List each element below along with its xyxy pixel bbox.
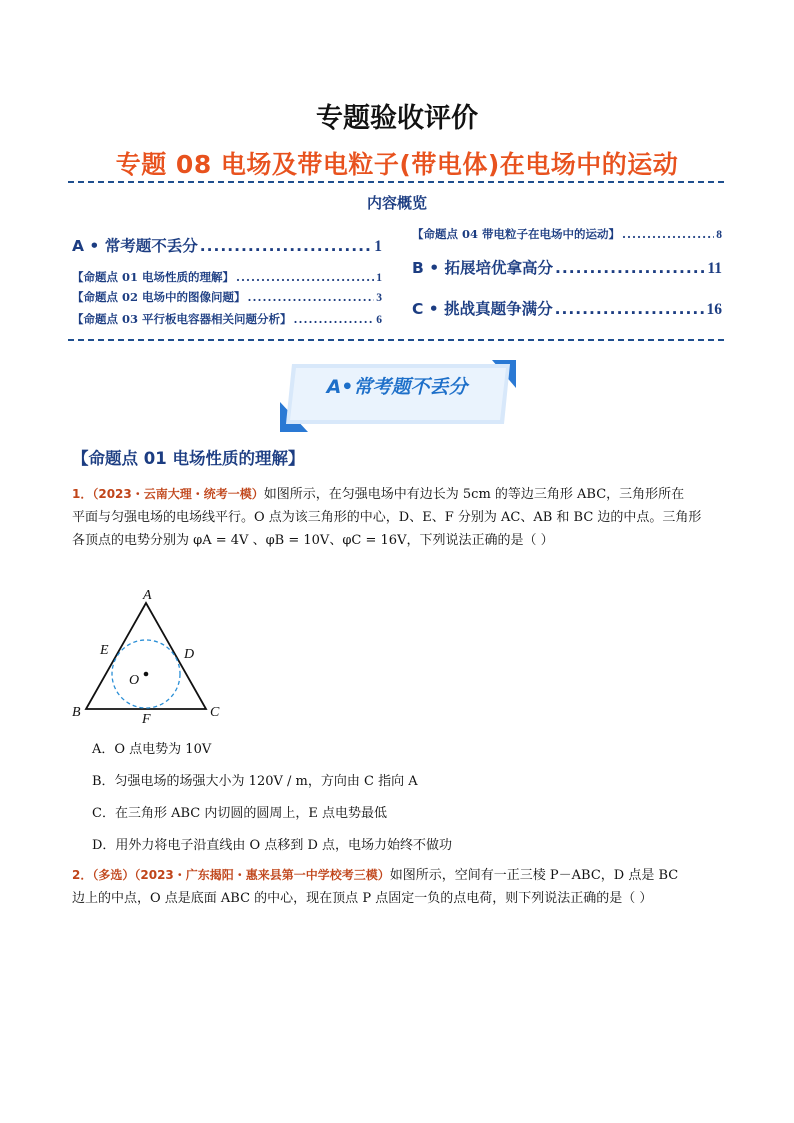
figure-label-d: D xyxy=(184,647,195,662)
figure-label-f: F xyxy=(142,712,151,725)
question-text-line: 如图所示，在匀强电场中有边长为 5cm 的等边三角形 ABC，三角形所在 xyxy=(263,487,685,502)
toc-item-label: 【命题点 04 带电粒子在电场中的运动】 xyxy=(412,227,621,241)
toc-item-label: A • 常考题不丢分 xyxy=(72,237,198,255)
toc-item-label: 【命题点 02 电场中的图像问题】 xyxy=(72,290,246,304)
question-text-line: 边上的中点，O 点是底面 ABC 的中心，现在顶点 P 点固定一负的点电荷，则下列说法正确的是（ ） xyxy=(72,891,653,906)
toc-page-number: 6 xyxy=(376,314,382,326)
question-text-line: 各顶点的电势分别为 φA = 4V 、φB = 10V、φC = 16V，下列说法正确的是（ ） xyxy=(72,533,554,548)
figure-label-e: E xyxy=(100,643,109,658)
toc-heading: 内容概览 xyxy=(366,194,427,212)
question-number: 1． xyxy=(72,487,93,501)
toc-page-number: 1 xyxy=(376,272,382,284)
option-a[interactable]: A．O 点电势为 10V xyxy=(92,742,212,757)
toc-item-label: 【命题点 01 电场性质的理解】 xyxy=(72,270,235,284)
toc-item-topic-02[interactable] xyxy=(72,289,382,305)
question-2 xyxy=(72,864,724,910)
figure-label-a: A xyxy=(143,588,152,603)
toc-page-number: 3 xyxy=(376,292,382,304)
option-c[interactable]: C．在三角形 ABC 内切圆的圆周上，E 点电势最低 xyxy=(92,806,387,821)
toc-page-number: 8 xyxy=(716,229,722,241)
section-banner-text: A•常考题不丢分 xyxy=(326,376,468,398)
toc-item-b[interactable] xyxy=(412,256,722,278)
toc-item-label: 【命题点 03 平行板电容器相关问题分析】 xyxy=(72,312,292,326)
toc-page-number: 11 xyxy=(707,260,722,277)
triangle-figure xyxy=(66,585,226,725)
topic-subtitle: 专题 08 电场及带电粒子(带电体)在电场中的运动 xyxy=(115,150,679,179)
toc-item-topic-03[interactable] xyxy=(72,311,382,327)
toc-item-topic-04[interactable] xyxy=(412,226,722,242)
page-title: 专题验收评价 xyxy=(316,103,478,134)
figure-label-c: C xyxy=(210,705,220,720)
option-d[interactable]: D．用外力将电子沿直线由 O 点移到 D 点，电场力始终不做功 xyxy=(92,838,453,853)
divider-top xyxy=(68,181,724,183)
divider-bottom xyxy=(68,339,724,341)
toc-item-label: B • 拓展培优拿高分 xyxy=(412,259,554,277)
toc-item-label: C • 挑战真题争满分 xyxy=(412,300,553,318)
question-source: （2023・云南大理・统考一模） xyxy=(92,487,264,501)
section-heading: 【命题点 01 电场性质的理解】 xyxy=(72,449,305,468)
toc-page-number: 16 xyxy=(706,301,722,318)
toc-item-a[interactable] xyxy=(72,234,382,256)
option-b[interactable]: B．匀强电场的场强大小为 120V / m，方向由 C 指向 A xyxy=(92,774,418,789)
question-source: （2023・广东揭阳・惠来县第一中学校考三模） xyxy=(134,868,390,882)
question-number: 2． xyxy=(72,868,93,882)
toc-page-number: 1 xyxy=(374,238,382,255)
toc-item-topic-01[interactable] xyxy=(72,269,382,285)
question-1 xyxy=(72,483,724,552)
question-text-line: 平面与匀强电场的电场线平行。O 点为该三角形的中心，D、E、F 分别为 AC、AB 和 BC 边的中点。三角形 xyxy=(72,510,702,525)
figure-label-o: O xyxy=(129,673,140,688)
toc-item-c[interactable] xyxy=(412,297,722,319)
question-tag: （多选） xyxy=(92,868,135,882)
question-text-line: 如图所示，空间有一正三棱 P－ABC，D 点是 BC xyxy=(389,868,679,883)
figure-label-b: B xyxy=(72,705,81,720)
